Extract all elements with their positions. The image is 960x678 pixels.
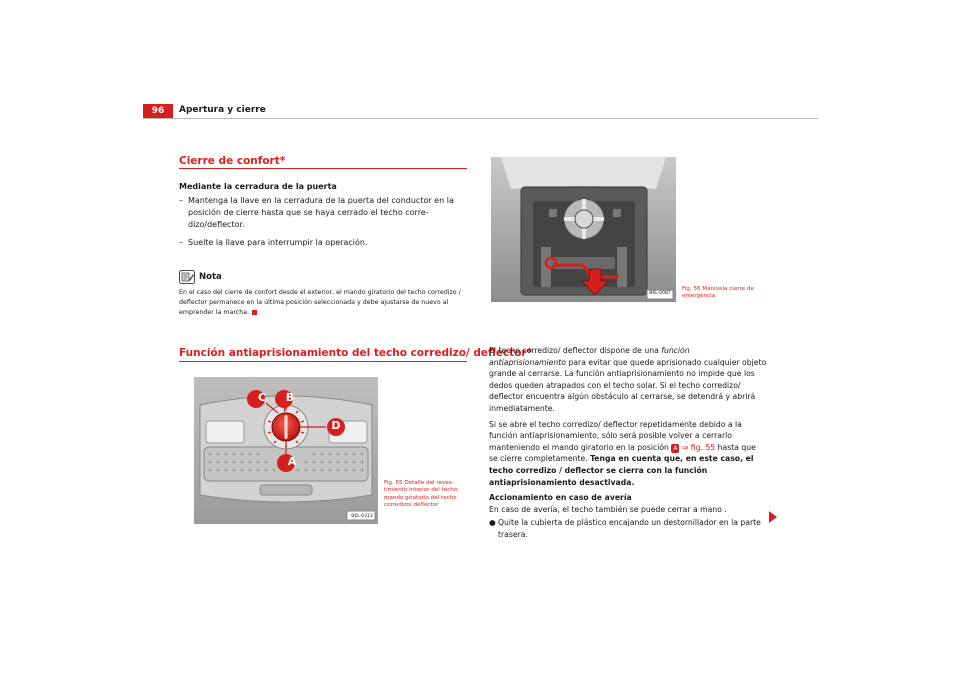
right-column-text — [489, 345, 767, 541]
paragraph-text: Si se abre el techo corredizo/ deflector repetidamente debido a la función antiaprisionamiento, sólo será posible volver a cerrarlo manteniendo el mando giratorio en la posición — [489, 419, 742, 452]
figure-label-b: B — [285, 391, 295, 404]
bullet-item — [489, 517, 767, 540]
subheading-averia: Accionamiento en caso de avería — [489, 493, 632, 503]
paragraph-text: hasta que se cierre completamente. — [489, 442, 756, 464]
page-number: 96 — [143, 104, 173, 118]
section-heading-antiaprisionamiento: Función antiaprisionamiento del techo corredizo/ deflector* — [179, 347, 533, 359]
position-badge: A — [673, 444, 678, 452]
paragraph-antiaprisionamiento — [489, 345, 767, 415]
continue-arrow-icon — [768, 508, 778, 520]
section-heading-rule — [179, 361, 467, 362]
bullet-text: Quite la cubierta de plástico encajando un destornillador en la parte trasera. — [498, 518, 761, 539]
instruction-item — [179, 237, 469, 249]
paragraph-reabrir — [489, 419, 767, 489]
warning-bold-text: Tenga en cuenta que, en este caso, el techo corredizo / deflector se cierra con la función antiaprisionamiento desactivada. — [489, 454, 754, 487]
page-header-title: Apertura y cierre — [179, 105, 266, 115]
figure-label-d: D — [331, 419, 341, 432]
note-text-block — [179, 288, 469, 318]
figure-56-code: B6L-0087 — [649, 291, 671, 296]
figure-55-link[interactable]: ⇒ fig. 55 — [681, 442, 716, 452]
note-icon — [179, 269, 195, 283]
section-heading-rule — [179, 168, 467, 169]
paragraph-averia: En caso de avería, el techo también se puede cerrar a mano . — [489, 504, 727, 514]
bullet-icon: ● — [489, 518, 496, 528]
subheading-cerradura-puerta: Mediante la cerradura de la puerta — [179, 182, 337, 191]
instruction-text: Mantenga la llave en la cerradura de la puerta del conductor en la posición de cierre hasta que se haya cerrado el techo corredizo/deflector. — [188, 196, 454, 229]
dash-marker: – — [179, 238, 183, 247]
figure-label-c: C — [257, 391, 267, 404]
figure-label-a: A — [287, 455, 297, 468]
header-divider — [143, 118, 818, 119]
note-text: En el caso del cierre de confort desde el exterior, el mando giratorio del techo corredizo / deflector permanece en la última posición seleccionada y debe ajustarse de nuevo al emprender la marcha. — [179, 289, 461, 316]
dash-marker: – — [179, 196, 183, 205]
figure-55-code: B6L-0313 — [351, 514, 373, 519]
paragraph-text: El techo corredizo/ deflector dispone de una — [489, 346, 662, 355]
section-heading-cierre-confort: Cierre de confort* — [179, 155, 286, 167]
instruction-text: Suelte la llave para interrumpir la operación. — [188, 238, 368, 247]
figure-56-illustration — [491, 157, 676, 302]
end-marker-icon — [252, 310, 257, 315]
instruction-item — [179, 195, 469, 231]
figure-55-caption: Fig. 55 Detalle del revestimiento interior del techo: mando giratorio del techo corredizo/ deflector — [384, 480, 460, 508]
instruction-list — [179, 195, 469, 249]
note-label: Nota — [199, 272, 222, 282]
paragraph-text: para evitar que quede aprisionado cualquier objeto grande al cerrarse. La función antiaprisionamiento no impide que los dedos queden atrapados con el techo solar. Si el techo corredizo/ deflector encuentra algún obstáculo al cerrarse, se detendrá y abrirá inmediatamente. — [489, 357, 767, 413]
emphasis-text: función antiaprisionamiento — [489, 346, 690, 367]
figure-56-caption: Fig. 56 Manivela cierre de emergencia — [682, 286, 754, 300]
